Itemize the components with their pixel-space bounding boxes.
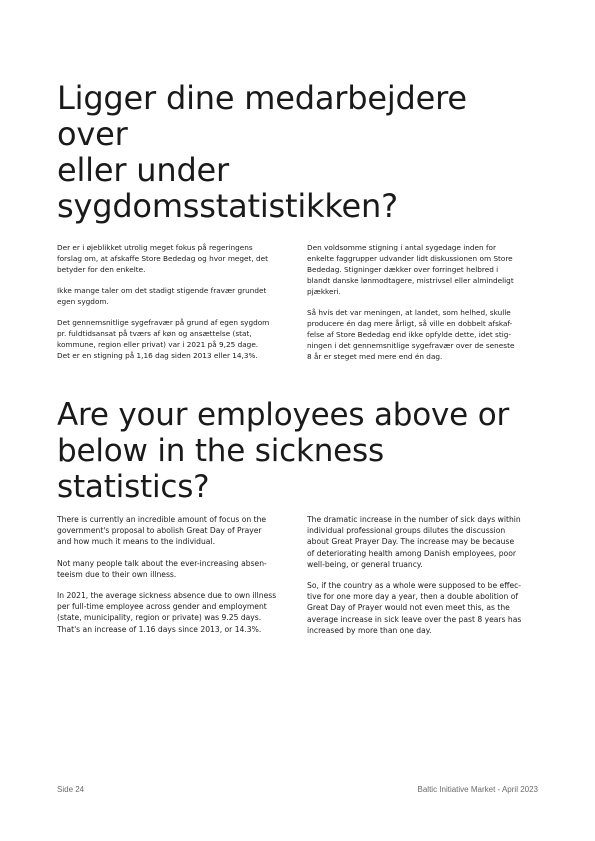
danish-right-column [307, 242, 539, 372]
danish-left-column [57, 242, 289, 372]
danish-title: Ligger dine medarbejdere over eller under sygdomsstatistikken? [57, 79, 467, 225]
english-paragraph: In 2021, the average sickness absence due to own illness per full-time employee across gender and employment (state, municipality, region or private) was 9.25 days. That's an increase of 1.16 days since 2013, or 14.3%. [57, 591, 277, 634]
english-paragraph: Not many people talk about the ever-increasing absen- teeism due to their own illness. [57, 558, 267, 579]
english-section [57, 397, 539, 646]
english-paragraph: There is currently an incredible amount of focus on the government's proposal to abolish Great Day of Prayer and how much it means to the individual. [57, 515, 267, 547]
page-number: Side 24 [57, 785, 85, 794]
danish-paragraph: Der er i øjeblikket utrolig meget fokus på regeringens forslag om, at afskaffe Store Bededag og hvor meget, det betyder for den enkelte. [57, 243, 269, 274]
english-right-column [307, 514, 539, 646]
danish-section [57, 80, 539, 372]
danish-paragraph: Det gennemsnitlige sygefravær på grund af egen sygdom pr. fuldtidsansat på tværs af køn og ansættelse (stat, kommune, region eller privat) var i 2021 på 9,25 dage. Det er en stigning på 1,16 dag siden 2013 eller 14,3%. [57, 318, 270, 360]
english-columns [57, 514, 539, 646]
danish-paragraph: Den voldsomme stigning i antal sygedage inden for enkelte faggrupper udvander lidt diskussionen om Store Bededag. Stigninger dækker over forringet helbred i blandt danske lønmodtagere, mistrivsel eller almindeligt pjækkeri. [307, 243, 514, 296]
danish-paragraph: Så hvis det var meningen, at landet, som helhed, skulle producere én dag mere årligt, så ville en dobbelt afskaf- felse af Store Bededag end ikke opfylde dette, idet stig- ningen i det gennemsnitlige sygefravær over de seneste 8 år er steget med mere end én dag. [307, 308, 515, 361]
danish-paragraph: Ikke mange taler om det stadigt stigende fravær grundet egen sygdom. [57, 286, 267, 306]
english-title: Are your employees above or below in the sickness statistics? [57, 397, 510, 505]
publication-footer: Baltic Initiative Market - April 2023 [417, 785, 538, 794]
english-paragraph: The dramatic increase in the number of sick days within individual professional groups dilutes the discussion about Great Prayer Day. The increase may be because of deteriorating health among Danish employees, poor well-being, or general truancy. [307, 515, 521, 569]
english-paragraph: So, if the country as a whole were supposed to be effec- tive for one more day a year, then a double abolition of Great Day of Prayer would not even meet this, as the average increase in sick leave over the past 8 years has increased by more than one day. [307, 581, 522, 635]
danish-columns [57, 242, 539, 372]
english-left-column [57, 514, 289, 646]
